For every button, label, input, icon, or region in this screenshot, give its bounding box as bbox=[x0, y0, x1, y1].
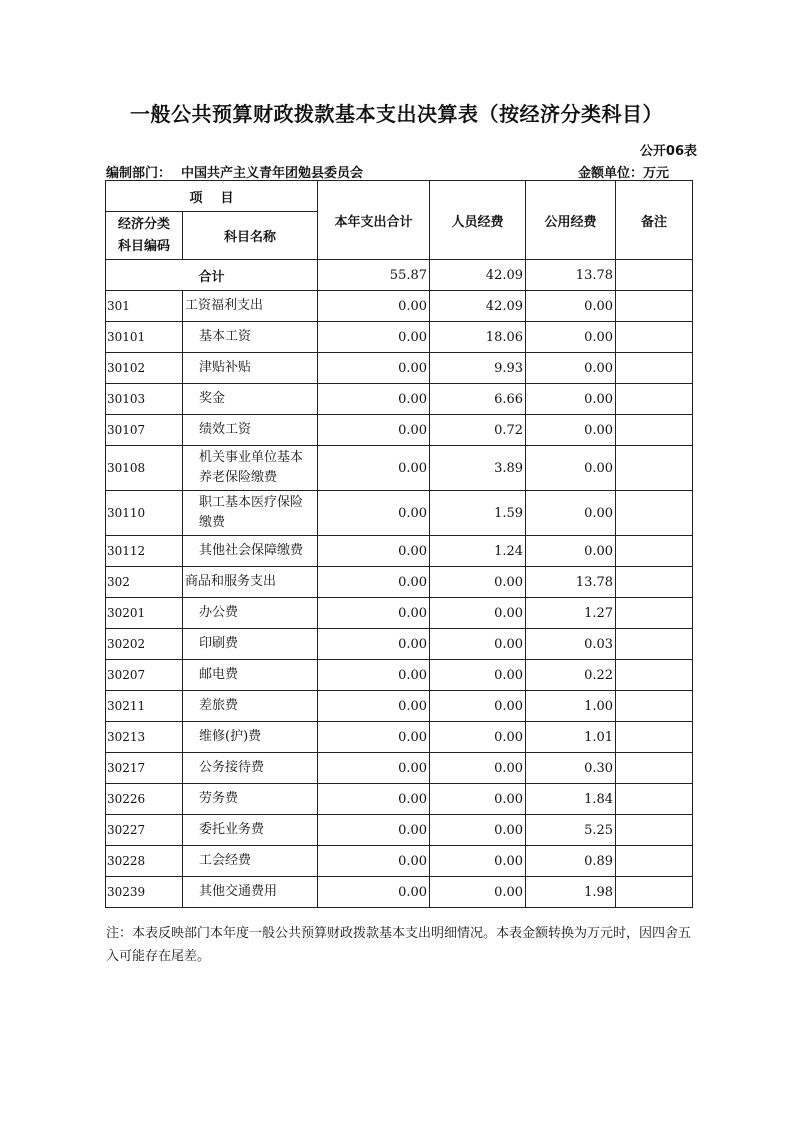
table-row bbox=[106, 784, 693, 815]
row-code: 30227 bbox=[106, 815, 183, 846]
row-subject-name: 工会经费 bbox=[183, 846, 318, 877]
row-personnel: 0.00 bbox=[430, 877, 526, 908]
form-number: 公开06表 bbox=[639, 144, 697, 159]
total-personnel: 42.09 bbox=[430, 260, 526, 291]
header-econ-code-line1: 经济分类 bbox=[117, 216, 170, 232]
row-remark bbox=[616, 660, 693, 691]
row-subject-name: 邮电费 bbox=[183, 660, 318, 691]
row-personnel: 18.06 bbox=[430, 322, 526, 353]
row-total: 0.00 bbox=[318, 491, 430, 536]
table-row bbox=[106, 415, 693, 446]
row-public: 0.00 bbox=[526, 446, 616, 491]
table-row bbox=[106, 629, 693, 660]
row-code: 30211 bbox=[106, 691, 183, 722]
row-remark bbox=[616, 491, 693, 536]
row-personnel: 0.00 bbox=[430, 753, 526, 784]
row-public: 1.01 bbox=[526, 722, 616, 753]
row-public: 5.25 bbox=[526, 815, 616, 846]
table-row bbox=[106, 322, 693, 353]
row-subject-name: 职工基本医疗保险缴费 bbox=[183, 491, 318, 536]
row-public: 0.00 bbox=[526, 291, 616, 322]
row-personnel: 0.00 bbox=[430, 629, 526, 660]
row-personnel: 0.00 bbox=[430, 598, 526, 629]
row-total: 0.00 bbox=[318, 691, 430, 722]
row-total: 0.00 bbox=[318, 536, 430, 567]
header-personnel: 人员经费 bbox=[430, 181, 526, 260]
row-personnel: 0.00 bbox=[430, 722, 526, 753]
department-name: 中国共产主义青年团勉县委员会 bbox=[181, 166, 364, 181]
row-personnel: 0.72 bbox=[430, 415, 526, 446]
row-subject-name: 差旅费 bbox=[183, 691, 318, 722]
row-remark bbox=[616, 877, 693, 908]
row-remark bbox=[616, 815, 693, 846]
table-row bbox=[106, 567, 693, 598]
table-row bbox=[106, 691, 693, 722]
row-remark bbox=[616, 691, 693, 722]
row-remark bbox=[616, 536, 693, 567]
row-public: 1.00 bbox=[526, 691, 616, 722]
row-subject-name: 印刷费 bbox=[183, 629, 318, 660]
table-row bbox=[106, 491, 693, 536]
row-total: 0.00 bbox=[318, 784, 430, 815]
row-public: 0.00 bbox=[526, 536, 616, 567]
table-row bbox=[106, 722, 693, 753]
row-total: 0.00 bbox=[318, 598, 430, 629]
total-row bbox=[106, 260, 693, 291]
row-subject-name: 公务接待费 bbox=[183, 753, 318, 784]
table-row bbox=[106, 536, 693, 567]
row-code: 30228 bbox=[106, 846, 183, 877]
row-remark bbox=[616, 415, 693, 446]
row-public: 1.27 bbox=[526, 598, 616, 629]
row-code: 30108 bbox=[106, 446, 183, 491]
row-subject-name: 办公费 bbox=[183, 598, 318, 629]
row-public: 1.98 bbox=[526, 877, 616, 908]
row-personnel: 1.59 bbox=[430, 491, 526, 536]
row-personnel: 0.00 bbox=[430, 567, 526, 598]
row-code: 302 bbox=[106, 567, 183, 598]
row-total: 0.00 bbox=[318, 384, 430, 415]
header-econ-code-line2: 科目编码 bbox=[117, 238, 170, 254]
row-remark bbox=[616, 567, 693, 598]
row-remark bbox=[616, 753, 693, 784]
row-public: 13.78 bbox=[526, 567, 616, 598]
row-personnel: 0.00 bbox=[430, 691, 526, 722]
row-remark bbox=[616, 384, 693, 415]
row-total: 0.00 bbox=[318, 722, 430, 753]
row-code: 301 bbox=[106, 291, 183, 322]
amount-unit: 金额单位：万元 bbox=[578, 166, 670, 181]
table-row bbox=[106, 660, 693, 691]
row-personnel: 42.09 bbox=[430, 291, 526, 322]
row-subject-name: 其他交通费用 bbox=[183, 877, 318, 908]
row-personnel: 1.24 bbox=[430, 536, 526, 567]
table-row bbox=[106, 353, 693, 384]
row-code: 30107 bbox=[106, 415, 183, 446]
total-public: 13.78 bbox=[526, 260, 616, 291]
row-remark bbox=[616, 322, 693, 353]
header-project: 项 目 bbox=[106, 181, 318, 212]
row-remark bbox=[616, 846, 693, 877]
row-remark bbox=[616, 722, 693, 753]
row-code: 30101 bbox=[106, 322, 183, 353]
row-subject-name: 工资福利支出 bbox=[183, 291, 318, 322]
row-remark bbox=[616, 291, 693, 322]
total-total: 55.87 bbox=[318, 260, 430, 291]
row-public: 0.00 bbox=[526, 384, 616, 415]
row-code: 30226 bbox=[106, 784, 183, 815]
row-code: 30207 bbox=[106, 660, 183, 691]
page-title: 一般公共预算财政拨款基本支出决算表（按经济分类科目） bbox=[130, 102, 663, 126]
row-total: 0.00 bbox=[318, 877, 430, 908]
row-subject-name: 其他社会保障缴费 bbox=[183, 536, 318, 567]
header-public: 公用经费 bbox=[526, 181, 616, 260]
total-label: 合计 bbox=[106, 260, 318, 291]
row-subject-name: 基本工资 bbox=[183, 322, 318, 353]
row-total: 0.00 bbox=[318, 446, 430, 491]
row-public: 0.00 bbox=[526, 322, 616, 353]
row-subject-name: 津贴补贴 bbox=[183, 353, 318, 384]
department-label: 编制部门： bbox=[106, 166, 172, 181]
row-public: 0.30 bbox=[526, 753, 616, 784]
table-row bbox=[106, 598, 693, 629]
row-personnel: 0.00 bbox=[430, 815, 526, 846]
row-total: 0.00 bbox=[318, 353, 430, 384]
row-personnel: 0.00 bbox=[430, 660, 526, 691]
department-info bbox=[106, 162, 363, 181]
table-row bbox=[106, 846, 693, 877]
table-row bbox=[106, 384, 693, 415]
row-remark bbox=[616, 784, 693, 815]
header-subject-name: 科目名称 bbox=[183, 212, 318, 260]
row-public: 0.00 bbox=[526, 415, 616, 446]
row-subject-name: 机关事业单位基本养老保险缴费 bbox=[183, 446, 318, 491]
row-remark bbox=[616, 353, 693, 384]
row-personnel: 6.66 bbox=[430, 384, 526, 415]
row-code: 30103 bbox=[106, 384, 183, 415]
row-personnel: 0.00 bbox=[430, 784, 526, 815]
row-public: 0.89 bbox=[526, 846, 616, 877]
row-code: 30110 bbox=[106, 491, 183, 536]
row-code: 30201 bbox=[106, 598, 183, 629]
row-code: 30217 bbox=[106, 753, 183, 784]
row-personnel: 0.00 bbox=[430, 846, 526, 877]
row-code: 30102 bbox=[106, 353, 183, 384]
header-remark: 备注 bbox=[616, 181, 693, 260]
row-personnel: 3.89 bbox=[430, 446, 526, 491]
row-total: 0.00 bbox=[318, 322, 430, 353]
row-total: 0.00 bbox=[318, 567, 430, 598]
row-total: 0.00 bbox=[318, 846, 430, 877]
row-code: 30202 bbox=[106, 629, 183, 660]
row-total: 0.00 bbox=[318, 629, 430, 660]
row-total: 0.00 bbox=[318, 753, 430, 784]
row-subject-name: 劳务费 bbox=[183, 784, 318, 815]
total-remark bbox=[616, 260, 693, 291]
row-subject-name: 奖金 bbox=[183, 384, 318, 415]
row-personnel: 9.93 bbox=[430, 353, 526, 384]
row-total: 0.00 bbox=[318, 815, 430, 846]
row-remark bbox=[616, 598, 693, 629]
row-subject-name: 委托业务费 bbox=[183, 815, 318, 846]
row-code: 30239 bbox=[106, 877, 183, 908]
row-public: 1.84 bbox=[526, 784, 616, 815]
row-code: 30112 bbox=[106, 536, 183, 567]
table-row bbox=[106, 446, 693, 491]
footnote: 注：本表反映部门本年度一般公共预算财政拨款基本支出明细情况。本表金额转换为万元时，因四舍五入可能存在尾差。 bbox=[106, 926, 692, 964]
row-subject-name: 维修(护)费 bbox=[183, 722, 318, 753]
row-public: 0.03 bbox=[526, 629, 616, 660]
row-remark bbox=[616, 446, 693, 491]
row-remark bbox=[616, 629, 693, 660]
table-row bbox=[106, 877, 693, 908]
row-total: 0.00 bbox=[318, 660, 430, 691]
row-public: 0.00 bbox=[526, 353, 616, 384]
row-subject-name: 绩效工资 bbox=[183, 415, 318, 446]
row-code: 30213 bbox=[106, 722, 183, 753]
table-row bbox=[106, 753, 693, 784]
row-public: 0.22 bbox=[526, 660, 616, 691]
header-econ-code bbox=[106, 212, 183, 260]
row-subject-name: 商品和服务支出 bbox=[183, 567, 318, 598]
expenditure-table bbox=[105, 180, 693, 908]
table-row bbox=[106, 815, 693, 846]
row-total: 0.00 bbox=[318, 415, 430, 446]
row-total: 0.00 bbox=[318, 291, 430, 322]
table-row bbox=[106, 291, 693, 322]
row-public: 0.00 bbox=[526, 491, 616, 536]
header-total: 本年支出合计 bbox=[318, 181, 430, 260]
